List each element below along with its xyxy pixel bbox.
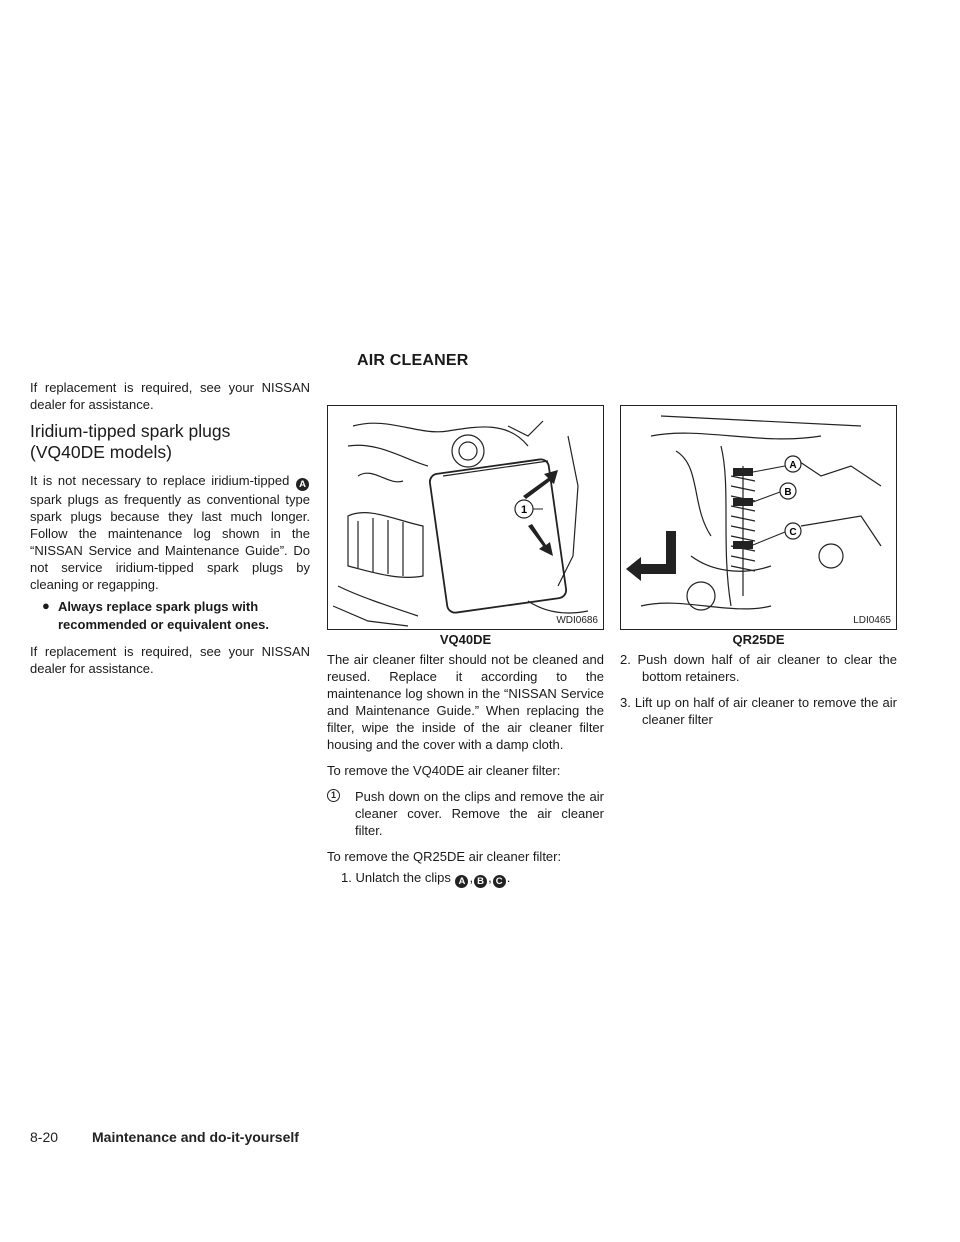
bullet-dot-icon: ● [42,598,50,613]
step-1-icon: 1 [327,789,340,802]
iridium-text-start: It is not necessary to replace iridium-tipped [30,473,290,488]
label-a: A [789,460,797,471]
clip-a-icon: A [455,875,468,888]
vq40de-intro: To remove the VQ40DE air cleaner filter: [327,763,561,778]
figure-caption-qr25de: QR25DE [732,632,785,647]
callout-1: 1 [520,504,528,516]
iridium-text-end: spark plugs as frequently as conventional type spark plugs because they last much longer. Follow the maintenance log shown in the “NISSAN Service and Maintenance Guide”. Do not service iridium-tipped spark plugs by cleaning or regapping. [30,492,310,592]
chapter-title: Maintenance and do-it-yourself [92,1129,299,1145]
column-1 [30,379,310,677]
label-b: B [784,487,792,498]
label-c: C [789,527,797,538]
step-1-text: 1. Unlatch the clips [341,870,451,885]
column-3 [620,651,897,728]
section-title: AIR CLEANER [357,352,469,369]
page-number: 8-20 [30,1129,59,1145]
qr25de-step-2: 2. Push down half of air cleaner to clear the bottom retainers. [620,652,897,684]
marker-a-icon: A [296,478,309,491]
subsection-heading: Iridium-tipped spark plugs (VQ40DE models) [30,421,231,462]
figure-code: WDI0686 [556,615,598,626]
qr25de-intro: To remove the QR25DE air cleaner filter: [327,849,562,864]
figure-caption-vq40de: VQ40DE [439,632,492,647]
iridium-paragraph [30,472,310,593]
figure-code: LDI0465 [853,615,891,626]
clip-b-icon: B [474,875,487,888]
bullet-item [30,598,310,634]
qr25de-step-1: 1. Unlatch the clips A , B , C . [341,870,511,887]
engine-illustration-vq40de [328,406,604,630]
filter-paragraph: The air cleaner filter should not be cleaned and reused. Replace it according to the maintenance log shown in the “NISSAN Service and Maintenance Guide.” When replacing the filter, wipe the inside of the air cleaner filter housing and the cover with a damp cloth. [327,652,604,752]
column-2 [327,651,604,888]
closing-paragraph: If replacement is required, see your NISSAN dealer for assistance. [30,644,310,676]
intro-paragraph: If replacement is required, see your NISSAN dealer for assistance. [30,380,310,412]
bullet-text: Always replace spark plugs with recommended or equivalent ones. [58,599,269,632]
clip-c-icon: C [493,875,506,888]
vq40de-step-text: Push down on the clips and remove the air cleaner cover. Remove the air cleaner filter. [355,789,604,838]
engine-illustration-qr25de [621,406,897,630]
figure-vq40de [327,405,604,630]
vq40de-step [327,788,604,839]
figure-qr25de [620,405,897,630]
qr25de-step-3: 3. Lift up on half of air cleaner to remove the air cleaner filter [620,695,897,727]
direction-arrow-icon [626,531,676,581]
